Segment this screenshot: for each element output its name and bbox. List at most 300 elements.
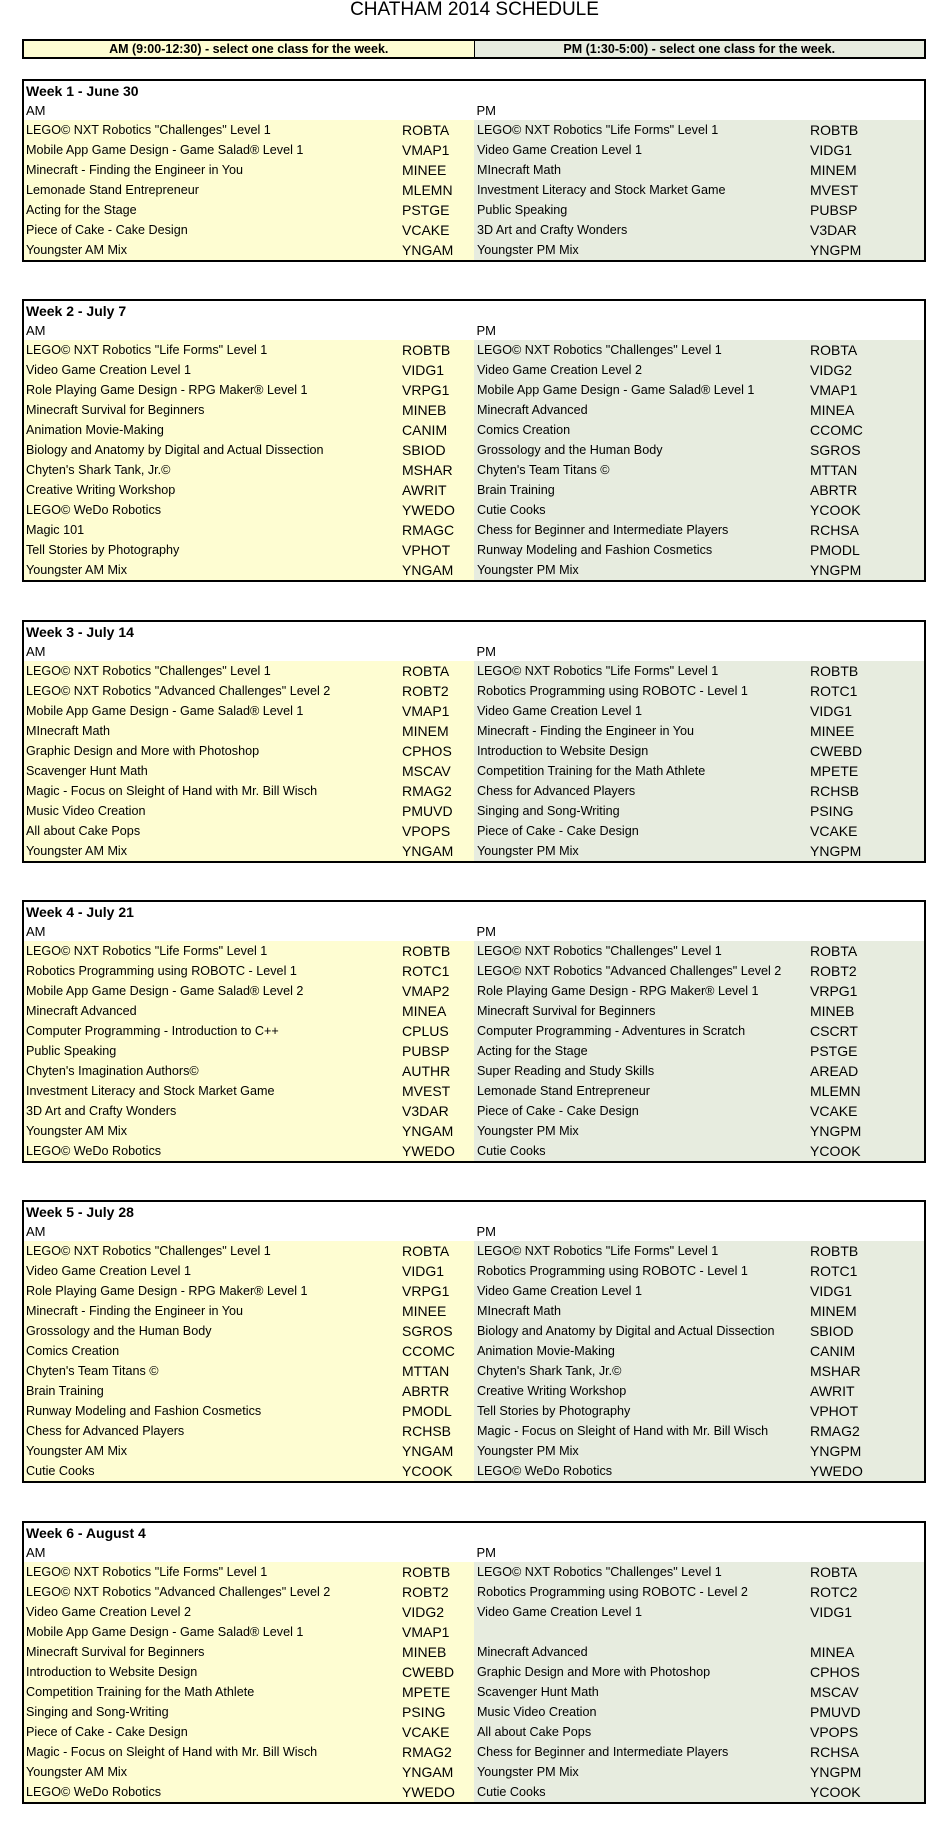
am-class-code: YNGAM [402, 843, 454, 859]
am-label: AM [26, 323, 46, 338]
week-block [22, 1200, 926, 1483]
pm-class-cell [474, 360, 924, 380]
am-class-name: Youngster AM Mix [26, 1765, 128, 1779]
pm-class-code: MINEA [810, 402, 855, 418]
am-class-name: LEGO© NXT Robotics "Challenges" Level 1 [26, 1244, 271, 1258]
am-class-name: Tell Stories by Photography [26, 543, 180, 557]
class-row [24, 941, 924, 961]
pm-class-name: Youngster PM Mix [477, 1444, 579, 1458]
am-class-code: VCAKE [402, 1724, 450, 1740]
pm-class-cell [474, 460, 924, 480]
pm-class-code: VCAKE [810, 1103, 858, 1119]
class-row [24, 1622, 924, 1642]
am-class-code: YCOOK [402, 1463, 453, 1479]
am-class-code: SGROS [402, 1323, 453, 1339]
pm-class-cell [474, 1461, 924, 1481]
am-label: AM [26, 924, 46, 939]
pm-class-code: YNGPM [810, 242, 862, 258]
pm-class-name: Acting for the Stage [477, 1044, 588, 1058]
am-class-name: MInecraft Math [26, 724, 110, 738]
pm-class-name: Chyten's Team Titans © [477, 463, 610, 477]
class-row [24, 420, 924, 440]
am-class-cell [24, 821, 474, 841]
pm-class-name: LEGO© NXT Robotics "Advanced Challenges" Level 2 [477, 964, 782, 978]
pm-class-cell [474, 1742, 924, 1762]
am-class-name: Chyten's Team Titans © [26, 1364, 159, 1378]
am-class-code: YNGAM [402, 1443, 454, 1459]
am-class-name: Graphic Design and More with Photoshop [26, 744, 260, 758]
pm-class-cell [474, 180, 924, 200]
am-class-name: Piece of Cake - Cake Design [26, 1725, 188, 1739]
am-class-cell [24, 180, 474, 200]
am-class-name: Chyten's Imagination Authors© [26, 1064, 199, 1078]
pm-class-name: Public Speaking [477, 203, 568, 217]
pm-class-code: MINEE [810, 723, 855, 739]
am-class-name: Mobile App Game Design - Game Salad® Level 1 [26, 143, 304, 157]
am-class-code: ROBTA [402, 1243, 450, 1259]
am-class-cell [24, 761, 474, 781]
pm-class-cell [474, 1602, 924, 1622]
am-class-code: CANIM [402, 422, 448, 438]
am-class-name: Minecraft Advanced [26, 1004, 137, 1018]
pm-class-cell [474, 1281, 924, 1301]
pm-class-code: RMAG2 [810, 1423, 860, 1439]
session-label-row [24, 101, 924, 120]
pm-class-code: YNGPM [810, 1764, 862, 1780]
pm-class-cell [474, 380, 924, 400]
am-class-cell [24, 500, 474, 520]
pm-class-name: Competition Training for the Math Athlete [477, 764, 706, 778]
pm-class-cell [474, 140, 924, 160]
pm-class-code: AREAD [810, 1063, 859, 1079]
pm-class-code: VIDG1 [810, 1283, 853, 1299]
class-row [24, 1261, 924, 1281]
pm-class-cell [474, 400, 924, 420]
am-class-cell [24, 240, 474, 260]
pm-class-name: Video Game Creation Level 1 [477, 143, 642, 157]
am-class-name: Acting for the Stage [26, 203, 137, 217]
am-class-name: Runway Modeling and Fashion Cosmetics [26, 1404, 262, 1418]
pm-class-code: PUBSP [810, 202, 858, 218]
am-class-cell [24, 560, 474, 580]
week-block [22, 620, 926, 863]
pm-class-code: MVEST [810, 182, 859, 198]
pm-class-cell [474, 961, 924, 981]
pm-class-cell [474, 1361, 924, 1381]
pm-class-cell [474, 801, 924, 821]
pm-class-name: Investment Literacy and Stock Market Game [477, 183, 726, 197]
pm-class-cell [474, 1341, 924, 1361]
am-class-cell [24, 661, 474, 681]
pm-class-cell [474, 1381, 924, 1401]
pm-class-cell [474, 540, 924, 560]
pm-class-cell [474, 661, 924, 681]
pm-class-name: Music Video Creation [477, 1705, 597, 1719]
am-class-code: YNGAM [402, 242, 454, 258]
class-row [24, 500, 924, 520]
class-row [24, 480, 924, 500]
am-class-name: Video Game Creation Level 2 [26, 1605, 191, 1619]
pm-class-code: RCHSA [810, 1744, 860, 1760]
pm-class-cell [474, 781, 924, 801]
pm-class-code: VIDG1 [810, 1604, 853, 1620]
class-row [24, 761, 924, 781]
am-label: AM [26, 1224, 46, 1239]
am-class-name: LEGO© NXT Robotics "Challenges" Level 1 [26, 664, 271, 678]
am-class-code: PMODL [402, 1403, 452, 1419]
pm-class-code: MPETE [810, 763, 859, 779]
class-row [24, 440, 924, 460]
pm-class-code: PSTGE [810, 1043, 858, 1059]
pm-class-code: AWRIT [810, 1383, 855, 1399]
pm-class-name: Graphic Design and More with Photoshop [477, 1665, 711, 1679]
am-class-name: Mobile App Game Design - Game Salad® Level 1 [26, 1625, 304, 1639]
class-row [24, 520, 924, 540]
pm-class-cell [474, 1662, 924, 1682]
pm-class-name: Chess for Beginner and Intermediate Players [477, 1745, 729, 1759]
am-class-code: PMUVD [402, 803, 453, 819]
pm-class-code: ROTC1 [810, 1263, 858, 1279]
class-row [24, 400, 924, 420]
am-class-name: Youngster AM Mix [26, 844, 128, 858]
pm-class-code: RCHSB [810, 783, 860, 799]
pm-class-name: Video Game Creation Level 2 [477, 363, 642, 377]
pm-class-name: LEGO© NXT Robotics "Challenges" Level 1 [477, 343, 722, 357]
pm-class-code: YCOOK [810, 502, 861, 518]
am-class-code: VCAKE [402, 222, 450, 238]
am-class-name: Role Playing Game Design - RPG Maker® Level 1 [26, 383, 308, 397]
pm-class-name: 3D Art and Crafty Wonders [477, 223, 628, 237]
pm-class-name: Introduction to Website Design [477, 744, 649, 758]
am-class-cell [24, 1281, 474, 1301]
am-class-cell [24, 200, 474, 220]
am-class-name: Investment Literacy and Stock Market Game [26, 1084, 275, 1098]
am-class-cell [24, 120, 474, 140]
am-class-cell [24, 340, 474, 360]
am-class-code: MINEE [402, 162, 447, 178]
am-class-cell [24, 1642, 474, 1662]
am-class-cell [24, 1782, 474, 1802]
pm-label: PM [476, 924, 496, 939]
pm-class-code: YNGPM [810, 1443, 862, 1459]
pm-class-code: ROTC1 [810, 683, 858, 699]
pm-class-cell [474, 1782, 924, 1802]
week-block [22, 299, 926, 582]
am-class-name: Competition Training for the Math Athlete [26, 1685, 255, 1699]
am-class-cell [24, 1421, 474, 1441]
pm-class-code: MSCAV [810, 1684, 859, 1700]
pm-class-code: RCHSA [810, 522, 860, 538]
class-row [24, 540, 924, 560]
am-class-code: RMAG2 [402, 783, 452, 799]
pm-class-name: Lemonade Stand Entrepreneur [477, 1084, 650, 1098]
am-class-code: ROBTB [402, 943, 451, 959]
pm-class-name: Super Reading and Study Skills [477, 1064, 655, 1078]
pm-class-name: Youngster PM Mix [477, 1765, 579, 1779]
am-class-cell [24, 440, 474, 460]
pm-class-name: Video Game Creation Level 1 [477, 1284, 642, 1298]
am-class-cell [24, 1141, 474, 1161]
class-row [24, 781, 924, 801]
am-class-name: LEGO© NXT Robotics "Life Forms" Level 1 [26, 343, 268, 357]
pm-class-cell [474, 1622, 924, 1642]
pm-class-code: CSCRT [810, 1023, 858, 1039]
pm-class-name: Computer Programming - Adventures in Scratch [477, 1024, 746, 1038]
pm-class-name: Creative Writing Workshop [477, 1384, 627, 1398]
am-class-code: YNGAM [402, 1123, 454, 1139]
pm-class-code: ROBTA [810, 1564, 858, 1580]
pm-class-cell [474, 1141, 924, 1161]
am-class-cell [24, 1441, 474, 1461]
am-class-name: Singing and Song-Writing [26, 1705, 169, 1719]
am-class-cell [24, 1401, 474, 1421]
am-class-code: YNGAM [402, 562, 454, 578]
am-class-name: Cutie Cooks [26, 1464, 95, 1478]
session-label-row [24, 922, 924, 941]
am-class-name: Minecraft Survival for Beginners [26, 1645, 205, 1659]
week-block [22, 1521, 926, 1804]
am-class-cell [24, 1461, 474, 1481]
am-class-name: Scavenger Hunt Math [26, 764, 148, 778]
am-class-code: CPLUS [402, 1023, 449, 1039]
session-label-row [24, 642, 924, 661]
am-class-name: Creative Writing Workshop [26, 483, 176, 497]
am-session-header: AM (9:00-12:30) - select one class for the week. [24, 41, 475, 57]
pm-class-name: Chess for Advanced Players [477, 784, 636, 798]
am-class-name: Mobile App Game Design - Game Salad® Level 1 [26, 704, 304, 718]
pm-class-code: CCOMC [810, 422, 863, 438]
am-class-name: 3D Art and Crafty Wonders [26, 1104, 177, 1118]
am-class-name: Youngster AM Mix [26, 1444, 128, 1458]
pm-class-name: Chyten's Shark Tank, Jr.© [477, 1364, 622, 1378]
am-class-code: YWEDO [402, 502, 455, 518]
pm-class-cell [474, 761, 924, 781]
am-class-code: VRPG1 [402, 1283, 450, 1299]
pm-class-code: VPOPS [810, 1724, 859, 1740]
am-class-cell [24, 1702, 474, 1722]
am-class-code: ROBT2 [402, 1584, 449, 1600]
pm-class-name: Tell Stories by Photography [477, 1404, 631, 1418]
pm-class-cell [474, 1321, 924, 1341]
pm-class-name: Piece of Cake - Cake Design [477, 1104, 639, 1118]
pm-class-name: Youngster PM Mix [477, 563, 579, 577]
am-class-name: LEGO© NXT Robotics "Advanced Challenges" Level 2 [26, 1585, 331, 1599]
am-class-name: LEGO© NXT Robotics "Challenges" Level 1 [26, 123, 271, 137]
am-class-cell [24, 1722, 474, 1742]
pm-label: PM [476, 1545, 496, 1560]
class-row [24, 560, 924, 580]
pm-class-name: Role Playing Game Design - RPG Maker® Level 1 [477, 984, 759, 998]
week-title: Week 5 - July 28 [26, 1204, 134, 1220]
pm-class-name: Robotics Programming using ROBOTC - Level 2 [477, 1585, 748, 1599]
am-class-cell [24, 460, 474, 480]
am-class-name: Animation Movie-Making [26, 423, 164, 437]
pm-class-code: YNGPM [810, 843, 862, 859]
pm-class-code: YNGPM [810, 1123, 862, 1139]
am-class-name: LEGO© NXT Robotics "Advanced Challenges" Level 2 [26, 684, 331, 698]
pm-class-name: LEGO© NXT Robotics "Life Forms" Level 1 [477, 664, 719, 678]
am-class-cell [24, 1021, 474, 1041]
am-class-cell [24, 1682, 474, 1702]
pm-class-cell [474, 1401, 924, 1421]
pm-class-code: MINEA [810, 1644, 855, 1660]
class-row [24, 741, 924, 761]
am-class-code: VIDG1 [402, 362, 445, 378]
am-class-name: Youngster AM Mix [26, 1124, 128, 1138]
am-class-name: Video Game Creation Level 1 [26, 363, 191, 377]
am-class-code: MINEA [402, 1003, 447, 1019]
pm-class-cell [474, 440, 924, 460]
am-class-cell [24, 1261, 474, 1281]
pm-class-code: VIDG1 [810, 703, 853, 719]
pm-class-code: SGROS [810, 442, 861, 458]
class-row [24, 1081, 924, 1101]
am-class-name: Robotics Programming using ROBOTC - Level 1 [26, 964, 297, 978]
am-class-cell [24, 360, 474, 380]
am-class-name: Chess for Advanced Players [26, 1424, 185, 1438]
am-class-code: PSTGE [402, 202, 450, 218]
pm-class-name: Youngster PM Mix [477, 243, 579, 257]
pm-class-name: LEGO© NXT Robotics "Challenges" Level 1 [477, 1565, 722, 1579]
pm-class-code: MTTAN [810, 462, 858, 478]
class-row [24, 1562, 924, 1582]
class-row [24, 1702, 924, 1722]
session-header [22, 39, 926, 59]
am-class-cell [24, 801, 474, 821]
am-class-code: ABRTR [402, 1383, 450, 1399]
am-class-cell [24, 1001, 474, 1021]
pm-class-cell [474, 1101, 924, 1121]
am-class-name: Magic - Focus on Sleight of Hand with Mr. Bill Wisch [26, 784, 318, 798]
am-class-cell [24, 1341, 474, 1361]
class-row [24, 1381, 924, 1401]
am-class-code: MSCAV [402, 763, 451, 779]
pm-class-name: Brain Training [477, 483, 555, 497]
pm-class-cell [474, 1642, 924, 1662]
am-class-name: Brain Training [26, 1384, 104, 1398]
pm-class-code: CPHOS [810, 1664, 860, 1680]
class-row [24, 220, 924, 240]
am-class-name: Comics Creation [26, 1344, 120, 1358]
class-row [24, 1461, 924, 1481]
pm-class-cell [474, 520, 924, 540]
class-row [24, 701, 924, 721]
am-class-name: Magic - Focus on Sleight of Hand with Mr. Bill Wisch [26, 1745, 318, 1759]
am-class-code: AUTHR [402, 1063, 451, 1079]
pm-class-cell [474, 941, 924, 961]
pm-class-code: VCAKE [810, 823, 858, 839]
class-row [24, 340, 924, 360]
am-class-cell [24, 1381, 474, 1401]
pm-class-name: Minecraft - Finding the Engineer in You [477, 724, 695, 738]
am-class-code: ROBTB [402, 1564, 451, 1580]
am-class-cell [24, 1662, 474, 1682]
am-class-code: MPETE [402, 1684, 451, 1700]
am-class-name: Youngster AM Mix [26, 563, 128, 577]
am-class-name: Youngster AM Mix [26, 243, 128, 257]
am-class-code: ROBTA [402, 122, 450, 138]
pm-label: PM [476, 323, 496, 338]
class-row [24, 1642, 924, 1662]
class-row [24, 1061, 924, 1081]
class-row [24, 1001, 924, 1021]
class-row [24, 380, 924, 400]
pm-class-name: Comics Creation [477, 423, 571, 437]
am-class-cell [24, 1061, 474, 1081]
pm-class-name: Minecraft Advanced [477, 1645, 588, 1659]
am-class-cell [24, 781, 474, 801]
pm-class-name: Youngster PM Mix [477, 1124, 579, 1138]
pm-class-code: V3DAR [810, 222, 857, 238]
am-class-code: VPHOT [402, 542, 451, 558]
pm-class-name: Grossology and the Human Body [477, 443, 663, 457]
class-row [24, 961, 924, 981]
pm-label: PM [476, 644, 496, 659]
am-class-name: Music Video Creation [26, 804, 146, 818]
pm-class-cell [474, 1722, 924, 1742]
class-row [24, 120, 924, 140]
pm-class-cell [474, 721, 924, 741]
pm-class-code: CANIM [810, 1343, 856, 1359]
pm-class-cell [474, 500, 924, 520]
class-row [24, 240, 924, 260]
am-class-name: Introduction to Website Design [26, 1665, 198, 1679]
am-class-cell [24, 1241, 474, 1261]
am-class-name: LEGO© NXT Robotics "Life Forms" Level 1 [26, 944, 268, 958]
am-class-code: MINEB [402, 402, 447, 418]
class-row [24, 460, 924, 480]
am-label: AM [26, 1545, 46, 1560]
am-class-code: ROBTA [402, 663, 450, 679]
pm-class-name: Youngster PM Mix [477, 844, 579, 858]
am-class-cell [24, 841, 474, 861]
session-label-row [24, 321, 924, 340]
pm-class-name: LEGO© WeDo Robotics [477, 1464, 613, 1478]
am-class-cell [24, 520, 474, 540]
pm-class-name: All about Cake Pops [477, 1725, 592, 1739]
class-row [24, 681, 924, 701]
am-class-code: CWEBD [402, 1664, 455, 1680]
am-class-cell [24, 220, 474, 240]
pm-class-name: Mobile App Game Design - Game Salad® Level 1 [477, 383, 755, 397]
week-block [22, 79, 926, 262]
pm-class-code: ROTC2 [810, 1584, 858, 1600]
class-row [24, 1762, 924, 1782]
pm-class-cell [474, 1021, 924, 1041]
pm-class-code: ROBTB [810, 1243, 859, 1259]
pm-class-cell [474, 120, 924, 140]
pm-class-cell [474, 1121, 924, 1141]
class-row [24, 1682, 924, 1702]
pm-class-name: Biology and Anatomy by Digital and Actual Dissection [477, 1324, 775, 1338]
pm-class-name: Video Game Creation Level 1 [477, 704, 642, 718]
am-class-name: Minecraft - Finding the Engineer in You [26, 163, 244, 177]
pm-class-code: YCOOK [810, 1784, 861, 1800]
class-row [24, 1662, 924, 1682]
pm-class-cell [474, 1682, 924, 1702]
am-class-cell [24, 721, 474, 741]
pm-class-name: MInecraft Math [477, 163, 561, 177]
page-title: CHATHAM 2014 SCHEDULE [350, 0, 599, 20]
am-class-code: CPHOS [402, 743, 452, 759]
class-row [24, 1361, 924, 1381]
am-class-cell [24, 1361, 474, 1381]
pm-class-cell [474, 701, 924, 721]
am-class-cell [24, 1321, 474, 1341]
am-class-code: VMAP1 [402, 1624, 450, 1640]
pm-class-cell [474, 1702, 924, 1722]
pm-class-name: Magic - Focus on Sleight of Hand with Mr. Bill Wisch [477, 1424, 769, 1438]
